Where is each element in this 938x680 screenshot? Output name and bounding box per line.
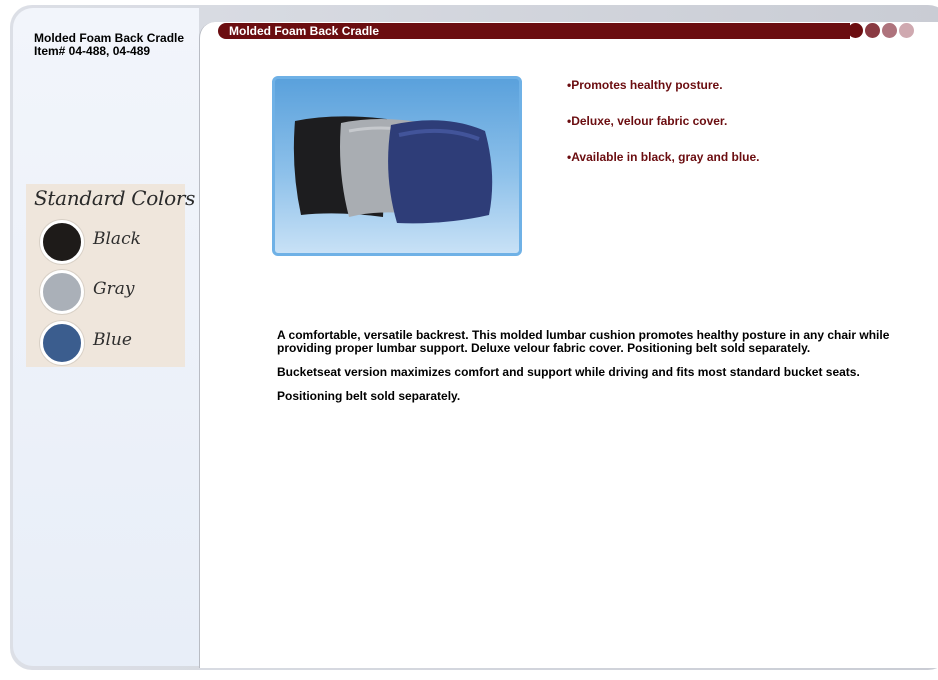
feature-item: •Deluxe, velour fabric cover. [567,114,728,128]
feature-item: •Available in black, gray and blue. [567,150,760,164]
color-label-gray: Gray [93,279,135,299]
product-name: Molded Foam Back Cradle [34,31,185,45]
feature-item: •Promotes healthy posture. [567,78,723,92]
item-number: Item# 04-488, 04-489 [34,44,151,58]
lumbar-cushions-illustration [275,79,519,253]
color-swatch-gray [40,270,84,314]
color-option-gray [40,270,180,314]
feature-list [567,78,907,186]
title-dot-3 [882,23,897,38]
title-dot-1 [848,23,863,38]
sidebar-product-heading [34,32,194,58]
product-photo [272,76,522,256]
product-description [277,329,917,414]
colors-title: Standard Colors [34,186,196,210]
color-option-black [40,220,180,264]
color-swatch-black [40,220,84,264]
description-paragraph: Positioning belt sold separately. [277,389,461,403]
description-paragraph: Bucketseat version maximizes comfort and support while driving and fits most standard bucket seats. [277,365,860,379]
color-label-blue: Blue [93,330,132,350]
standard-colors-panel [26,184,196,367]
color-swatch-blue [40,321,84,365]
color-label-black: Black [93,229,141,249]
page-title: Molded Foam Back Cradle [229,24,380,38]
description-paragraph: A comfortable, versatile backrest. This molded lumbar cushion promotes healthy posture in any chair while providing proper lumbar support. Deluxe velour fabric cover. Positioning belt sold separately. [277,328,890,355]
color-option-blue [40,321,180,365]
title-dot-4 [899,23,914,38]
title-dot-2 [865,23,880,38]
page-title-bar [218,23,850,39]
